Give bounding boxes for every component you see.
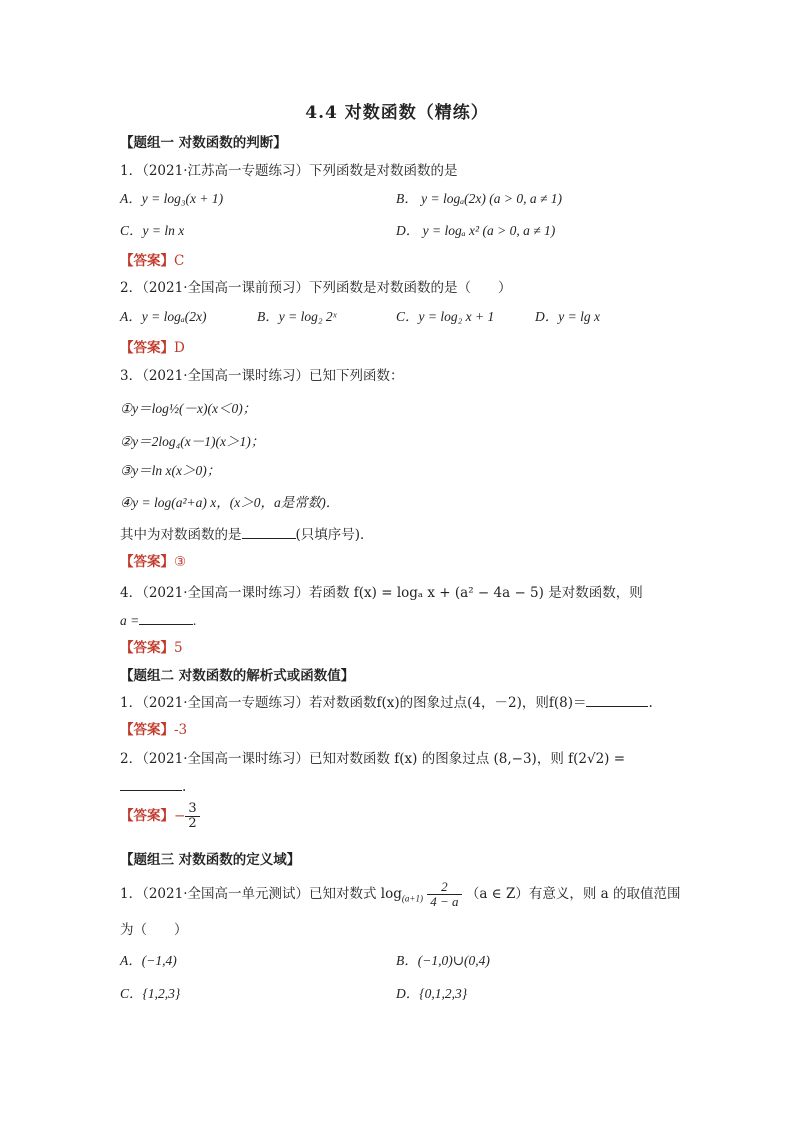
answer-fraction: [185, 802, 199, 831]
question-2-2-stem: 2．（2021·全国高一课时练习）已知对数函数 f(x) 的图象过点 (8,−3)，则 f(2√2) =: [120, 751, 626, 767]
question-1-2-option-d: D．y = lg x: [535, 309, 600, 324]
answer-blank: [242, 526, 296, 539]
question-1-3-stem: 3．（2021·全国高一课时练习）已知下列函数：: [120, 368, 404, 384]
answer-blank: [139, 612, 193, 625]
fraction-denominator: 4 − a: [430, 894, 459, 909]
answer-value: D: [174, 340, 185, 356]
fraction-numerator: 3: [185, 802, 199, 817]
answer-blank: [586, 694, 648, 707]
section-heading-3: 【题组三 对数函数的定义域】: [120, 852, 301, 868]
question-1-1-option-d: D． y = logₐ x² (a > 0, a ≠ 1): [396, 223, 556, 238]
tail-text: a =: [120, 613, 140, 628]
fraction-numerator: 2: [427, 880, 461, 895]
question-1-1-stem: 1．（2021·江苏高一专题练习）下列函数是对数函数的是: [120, 163, 458, 179]
ask-end-text: (只填序号)．: [295, 527, 374, 543]
question-1-3-ask: [120, 526, 374, 544]
fraction-denominator: 2: [188, 816, 197, 831]
question-2-2-blank-line: .: [120, 778, 186, 796]
question-1-1-answer: [120, 252, 184, 270]
question-1-3-item-1: ①y＝log½(－x)(x＜0)；: [120, 401, 257, 416]
stem-post: （a ∈ Z）有意义，则 a 的取值范围: [465, 886, 681, 902]
answer-tag: 【答案】: [120, 554, 174, 570]
question-3-1-option-b: B．(−1,0)∪(0,4): [396, 953, 490, 968]
question-3-1-option-a: A．(−1,4): [120, 953, 177, 968]
answer-value: -3: [174, 722, 188, 738]
answer-tag: 【答案】: [120, 808, 174, 824]
answer-value: 5: [174, 640, 183, 656]
question-1-2-option-b: B．y = log₂ 2ˣ: [257, 309, 337, 324]
answer-tag: 【答案】: [120, 340, 174, 356]
question-3-1-option-d: D．{0,1,2,3}: [396, 986, 468, 1001]
question-1-1-option-a: A．y = log₃(x + 1): [120, 191, 224, 206]
question-1-4-answer: [120, 639, 183, 657]
ask-text: 其中为对数函数的是: [120, 527, 242, 543]
question-1-3-item-4: ④y = log(a²+a) x，(x＞0，a是常数)．: [120, 495, 340, 510]
log-argument-fraction: [427, 880, 461, 909]
question-3-1-stem-line2: 为（ ）: [120, 922, 188, 938]
question-1-2-answer: [120, 339, 185, 357]
question-2-2-answer: [120, 802, 200, 831]
answer-tag: 【答案】: [120, 722, 174, 738]
question-1-1-option-c: C．y = ln x: [120, 223, 185, 238]
answer-tag: 【答案】: [120, 253, 174, 269]
answer-tag: 【答案】: [120, 640, 174, 656]
question-1-3-answer: [120, 553, 186, 571]
stem-text: 1．（2021·全国高一专题练习）若对数函数f(x)的图象过点(4，－2)，则f(8)＝: [120, 695, 587, 711]
question-1-2-option-c: C．y = log₂ x + 1: [396, 309, 495, 324]
question-2-1-stem: 1．（2021·全国高一专题练习）若对数函数f(x)的图象过点(4，－2)，则f(8)＝ .: [120, 695, 653, 711]
section-heading-2: 【题组二 对数函数的解析式或函数值】: [120, 668, 355, 684]
log-base: (a+1): [401, 893, 423, 904]
stem-pre: 1．（2021·全国高一单元测试）已知对数式 log: [120, 886, 402, 902]
answer-value: C: [174, 253, 185, 269]
question-3-1-option-c: C．{1,2,3}: [120, 986, 181, 1001]
question-3-1-stem: [120, 880, 680, 909]
question-1-3-item-3: ③y＝ln x(x＞0)；: [120, 463, 221, 478]
answer-sign: −: [174, 808, 186, 824]
question-1-2-option-a: A．y = logₐ(2x): [120, 309, 207, 324]
answer-blank: [120, 778, 182, 791]
page-title: 4.4 对数函数（精练）: [305, 103, 489, 123]
question-2-1-answer: [120, 721, 187, 739]
question-1-4-tail: a = .: [120, 613, 197, 628]
question-1-1-option-b: B． y = logₐ(2x) (a > 0, a ≠ 1): [396, 191, 563, 206]
answer-value: ③: [174, 554, 187, 570]
question-1-2-stem: 2．（2021·全国高一课前预习）下列函数是对数函数的是（ ）: [120, 280, 512, 296]
question-1-4-stem: 4．（2021·全国高一课时练习）若函数 f(x) = logₐ x + (a² − 4a − 5) 是对数函数，则: [120, 585, 643, 601]
question-1-3-item-2: ②y＝2log₄(x－1)(x＞1)；: [120, 434, 265, 449]
section-heading-1: 【题组一 对数函数的判断】: [120, 135, 287, 151]
